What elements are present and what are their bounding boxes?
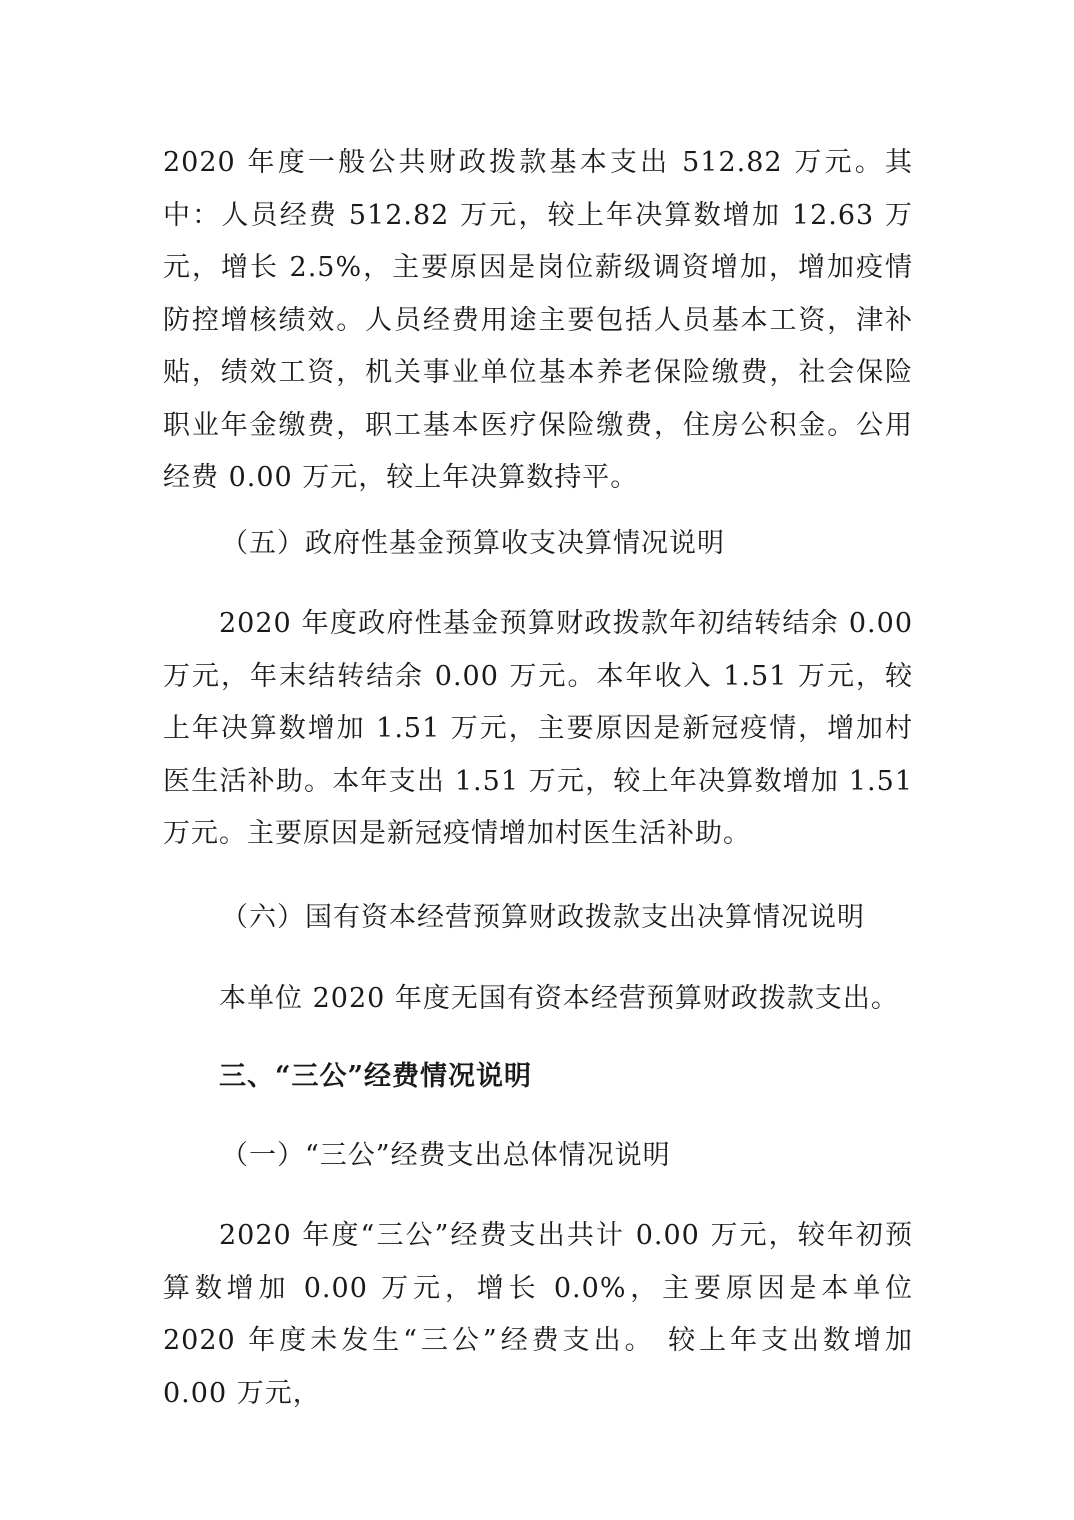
paragraph-basic-expenditure: 2020 年度一般公共财政拨款基本支出 512.82 万元。其中：人员经费 512.82 万元，较上年决算数增加 12.63 万元，增长 2.5%，主要原因是岗位薪级调资增加，增加疫情防控增核绩效。人员经费用途主要包括人员基本工资，津补贴，绩效工资，机关事业单位基本养老保险缴费，社会保险职业年金缴费，职工基本医疗保险缴费，住房公积金。公用经费 0.00 万元，较上年决算数持平。 [163,147,913,493]
section-heading-state-capital: （六）国有资本经营预算财政拨款支出决算情况说明 [221,902,865,933]
section-heading-three-public: 三、“三公”经费情况说明 [219,1061,533,1092]
paragraph-state-capital: 本单位 2020 年度无国有资本经营预算财政拨款支出。 [219,983,899,1014]
section-heading-three-public-overview: （一）“三公”经费支出总体情况说明 [221,1140,671,1171]
paragraph-three-public-overview: 2020 年度“三公”经费支出共计 0.00 万元，较年初预算数增加 0.00 万元，增长 0.0%，主要原因是本单位 2020 年度未发生“三公”经费支出。 较上年支出数增加 0.00 万元， [163,1220,913,1409]
section-heading-government-fund: （五）政府性基金预算收支决算情况说明 [221,528,725,559]
paragraph-government-fund: 2020 年度政府性基金预算财政拨款年初结转结余 0.00 万元，年末结转结余 0.00 万元。本年收入 1.51 万元，较上年决算数增加 1.51 万元，主要原因是新冠疫情，增加村医生活补助。本年支出 1.51 万元，较上年决算数增加 1.51 万元。主要原因是新冠疫情增加村医生活补助。 [163,608,913,849]
